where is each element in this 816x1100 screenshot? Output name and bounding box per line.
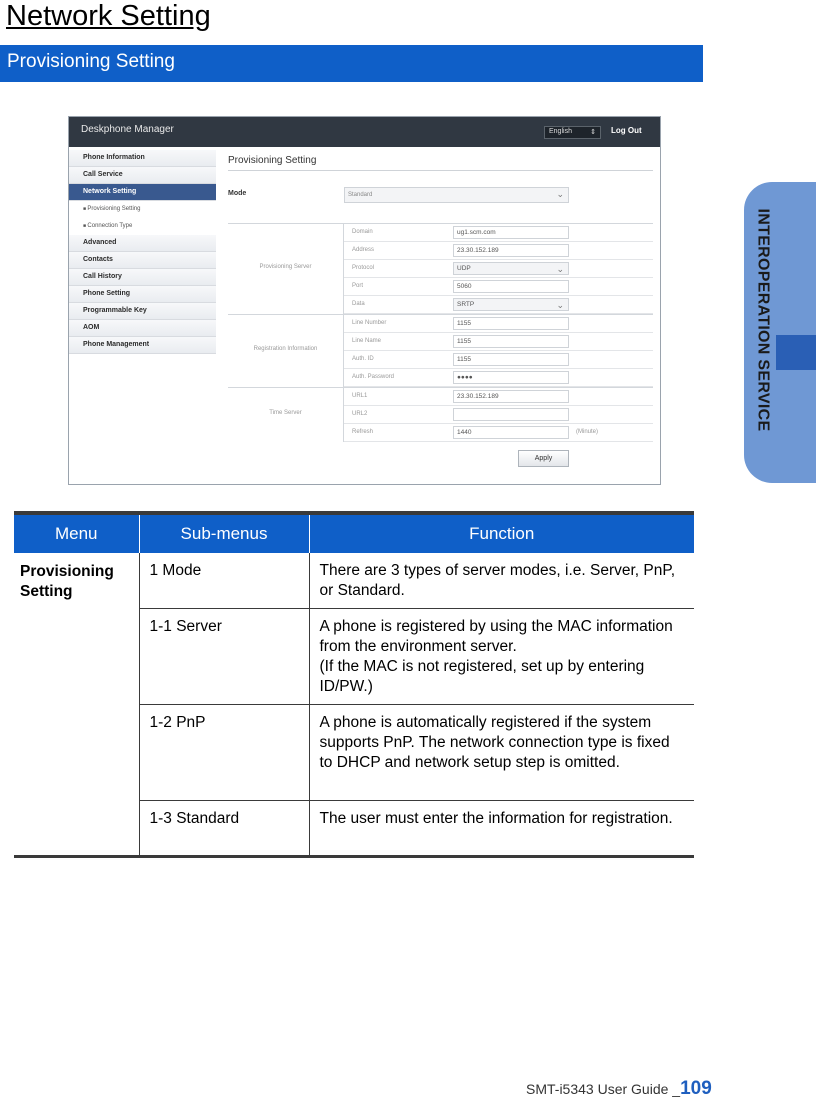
field-label: Port	[352, 283, 364, 289]
side-tab-label-wrap	[750, 197, 774, 443]
function-cell: There are 3 types of server modes, i.e. Server, PnP, or Standard.	[309, 553, 694, 608]
logout-button[interactable]: Log Out	[611, 126, 642, 135]
data-select[interactable]	[453, 298, 569, 311]
chevron-down-icon: ⌄	[556, 189, 564, 199]
field-row	[344, 260, 653, 278]
field-label: Line Number	[352, 320, 387, 326]
language-select[interactable]	[544, 126, 601, 139]
data-value: SRTP	[457, 301, 475, 308]
field-label: Address	[352, 247, 375, 253]
header-menu: Menu	[14, 513, 139, 553]
field-row	[344, 242, 653, 260]
field-label: URL1	[352, 393, 368, 399]
sidebar-nav	[69, 150, 216, 484]
section-title: Provisioning Setting	[7, 51, 175, 72]
url2-input[interactable]	[453, 408, 569, 421]
mode-value: Standard	[348, 192, 373, 198]
submenu-cell: 1 Mode	[139, 553, 309, 608]
mode-select[interactable]	[344, 187, 569, 203]
side-tab-label: INTEROPERATION SERVICE	[754, 208, 771, 432]
header-submenus: Sub-menus	[139, 513, 309, 553]
protocol-value: UDP	[457, 265, 471, 272]
table-row	[14, 553, 694, 608]
function-line: A phone is registered by using the MAC information from the environment server.	[319, 617, 673, 655]
mode-row	[228, 187, 653, 205]
chevron-down-icon: ⌄	[556, 300, 564, 310]
refresh-input[interactable]: 1440	[453, 426, 569, 439]
updown-arrow-icon: ⇕	[590, 129, 596, 136]
line-number-input[interactable]: 1155	[453, 317, 569, 330]
field-row	[344, 369, 653, 387]
field-row	[344, 315, 653, 333]
field-label: URL2	[352, 411, 368, 417]
table-header-row	[14, 513, 694, 553]
domain-input[interactable]: ug1.scm.com	[453, 226, 569, 239]
field-label: Protocol	[352, 265, 375, 271]
field-row	[344, 278, 653, 296]
registration-group	[228, 314, 653, 386]
sidebar-item-network-setting[interactable]: Network Setting	[69, 184, 216, 201]
app-header	[69, 117, 660, 147]
auth-password-input[interactable]: ●●●●	[453, 371, 569, 384]
port-input[interactable]: 5060	[453, 280, 569, 293]
menu-cell: Provisioning Setting	[14, 553, 139, 856]
submenu-cell: 1-1 Server	[139, 608, 309, 704]
apply-button[interactable]: Apply	[518, 450, 569, 467]
sidebar-item-programmable-key[interactable]: Programmable Key	[69, 303, 216, 320]
sidebar-subitem-provisioning-setting[interactable]: ■ Provisioning Setting	[69, 201, 216, 218]
page-footer	[526, 1078, 712, 1100]
field-label: Auth. Password	[352, 374, 395, 380]
function-cell: A phone is automatically registered if the system supports PnP. The network connection type is fixed to DHCP and network setup step is omitted.	[309, 704, 694, 800]
field-label: Domain	[352, 229, 373, 235]
field-label: Line Name	[352, 338, 382, 344]
sidebar-subitem-connection-type[interactable]: ■ Connection Type	[69, 218, 216, 235]
panel-title: Provisioning Setting	[228, 155, 653, 171]
app-brand: Deskphone Manager	[81, 124, 174, 135]
sidebar-item-aom[interactable]: AOM	[69, 320, 216, 337]
field-row	[344, 351, 653, 369]
submenu-cell: 1-2 PnP	[139, 704, 309, 800]
field-row	[344, 333, 653, 351]
refresh-unit: (Minute)	[576, 429, 599, 435]
auth-id-input[interactable]: 1155	[453, 353, 569, 366]
sidebar-item-phone-management[interactable]: Phone Management	[69, 337, 216, 354]
submenu-cell: 1-3 Standard	[139, 800, 309, 856]
side-tab-marker	[776, 335, 816, 370]
page-number: 109	[680, 1078, 712, 1099]
group-label: Provisioning Server	[228, 224, 344, 314]
field-row	[344, 406, 653, 424]
address-input[interactable]: 23.30.152.189	[453, 244, 569, 257]
menu-table	[14, 511, 694, 858]
screenshot-frame	[68, 116, 661, 485]
function-cell: The user must enter the information for registration.	[309, 800, 694, 856]
field-label: Auth. ID	[352, 356, 374, 362]
function-line: (If the MAC is not registered, set up by entering ID/PW.)	[319, 657, 645, 695]
url1-input[interactable]: 23.30.152.189	[453, 390, 569, 403]
section-bar	[0, 45, 703, 82]
field-row	[344, 424, 653, 442]
provisioning-server-group	[228, 223, 653, 313]
field-label: Refresh	[352, 429, 374, 435]
sidebar-item-phone-information[interactable]: Phone Information	[69, 150, 216, 167]
sidebar-item-call-service[interactable]: Call Service	[69, 167, 216, 184]
field-row	[344, 224, 653, 242]
sidebar-item-call-history[interactable]: Call History	[69, 269, 216, 286]
sidebar-item-advanced[interactable]: Advanced	[69, 235, 216, 252]
group-label: Registration Information	[228, 315, 344, 387]
line-name-input[interactable]: 1155	[453, 335, 569, 348]
sidebar-item-phone-setting[interactable]: Phone Setting	[69, 286, 216, 303]
protocol-select[interactable]	[453, 262, 569, 275]
field-row	[344, 388, 653, 406]
sidebar-item-contacts[interactable]: Contacts	[69, 252, 216, 269]
chevron-down-icon: ⌄	[556, 264, 564, 274]
provisioning-panel	[228, 155, 653, 436]
field-row	[344, 296, 653, 314]
footer-guide: SMT-i5343 User Guide _	[526, 1081, 681, 1097]
page-title: Network Setting	[6, 0, 211, 32]
header-function: Function	[309, 513, 694, 553]
function-cell	[309, 608, 694, 704]
time-server-group	[228, 387, 653, 441]
mode-label: Mode	[228, 190, 247, 197]
field-label: Data	[352, 301, 365, 307]
language-value: English	[549, 128, 572, 135]
group-label: Time Server	[228, 388, 344, 442]
